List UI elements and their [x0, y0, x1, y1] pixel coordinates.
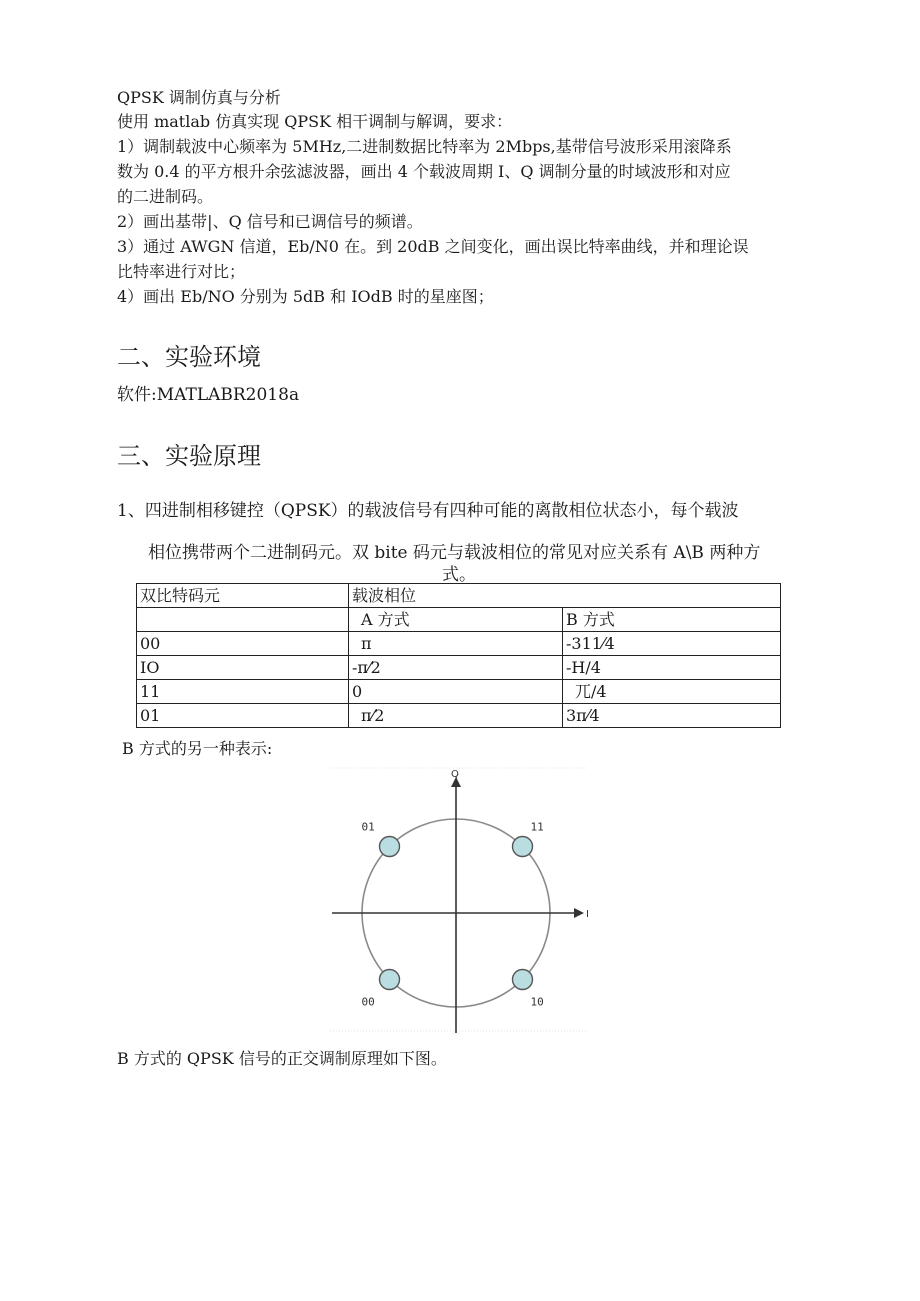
constellation-label-11: 11 [530, 820, 544, 834]
i-axis-arrow-icon [574, 908, 584, 918]
section-heading-environment: 二、实验环境 [117, 343, 261, 371]
requirements-intro: 使用 matlab 仿真实现 QPSK 相干调制与解调，要求： [117, 112, 513, 131]
section-heading-principle: 三、实验原理 [117, 442, 261, 470]
constellation-point-11 [513, 837, 533, 857]
cell-code: IO [137, 656, 349, 680]
figure-caption-below: B 方式的 QPSK 信号的正交调制原理如下图。 [117, 1049, 447, 1068]
cell-phase-a: π [349, 632, 563, 656]
cell-phase-b: -H/4 [563, 656, 781, 680]
cell-phase-b: 兀/4 [563, 680, 781, 704]
table-subheader-row [137, 608, 781, 632]
cell-code: 01 [137, 704, 349, 728]
cell-phase-b: -311⁄4 [563, 632, 781, 656]
constellation-label-01: 01 [361, 820, 375, 834]
constellation-point-10 [513, 970, 533, 990]
constellation-label-00: 00 [361, 995, 375, 1009]
cell-phase-a: -π⁄2 [349, 656, 563, 680]
figure-caption-above: B 方式的另一种表示: [122, 739, 273, 758]
header-dibit: 双比特码元 [137, 584, 349, 608]
subheader-mode-a: A 方式 [349, 608, 563, 632]
table-row [137, 632, 781, 656]
constellation-point-00 [380, 970, 400, 990]
requirement-3-line-1: 3）通过 AWGN 信道，Eb/N0 在。到 20dB 之间变化，画出误比特率曲线，并和理论误 [117, 237, 749, 256]
principle-line-1: 1、四进制相移键控（QPSK）的载波信号有四种可能的离散相位状态小，每个载波 [117, 501, 739, 521]
constellation-label-10: 10 [530, 995, 544, 1009]
principle-line-2: 相位携带两个二进制码元。双 bite 码元与载波相位的常见对应关系有 A\B 两种方 [148, 543, 761, 563]
phase-mapping-table [136, 583, 781, 728]
cell-code: 11 [137, 680, 349, 704]
cell-phase-b: 3π⁄4 [563, 704, 781, 728]
doc-title: QPSK 调制仿真与分析 [117, 88, 281, 107]
table-row [137, 704, 781, 728]
qpsk-constellation-diagram [330, 767, 592, 1037]
cell-code: 00 [137, 632, 349, 656]
software-line: 软件:MATLABR2018a [117, 385, 300, 405]
table-row [137, 680, 781, 704]
table-header-row [137, 584, 781, 608]
axis-label-q: Q [451, 769, 459, 780]
requirement-2: 2）画出基带|、Q 信号和已调信号的频谱。 [117, 212, 423, 231]
requirement-1-line-3: 的二进制码。 [117, 187, 214, 206]
subheader-empty [137, 608, 349, 632]
requirement-1-line-2: 数为 0.4 的平方根升余弦滤波器，画出 4 个载波周期 I、Q 调制分量的时域波形和对应 [117, 162, 731, 181]
header-carrier-phase: 载波相位 [349, 584, 781, 608]
cell-phase-a: π⁄2 [349, 704, 563, 728]
requirement-3-line-2: 比特率进行对比； [117, 262, 246, 281]
constellation-point-01 [380, 837, 400, 857]
axis-label-i: I [586, 909, 589, 920]
constellation-points [362, 821, 544, 1009]
requirement-1-line-1: 1）调制载波中心频率为 5MHz,二进制数据比特率为 2Mbps,基带信号波形采用滚降系 [117, 137, 732, 156]
principle-line-3: 式。 [442, 565, 476, 585]
requirement-4: 4）画出 Eb/NO 分别为 5dB 和 IOdB 时的星座图； [117, 287, 494, 306]
cell-phase-a: 0 [349, 680, 563, 704]
table-row [137, 656, 781, 680]
subheader-mode-b: B 方式 [563, 608, 781, 632]
